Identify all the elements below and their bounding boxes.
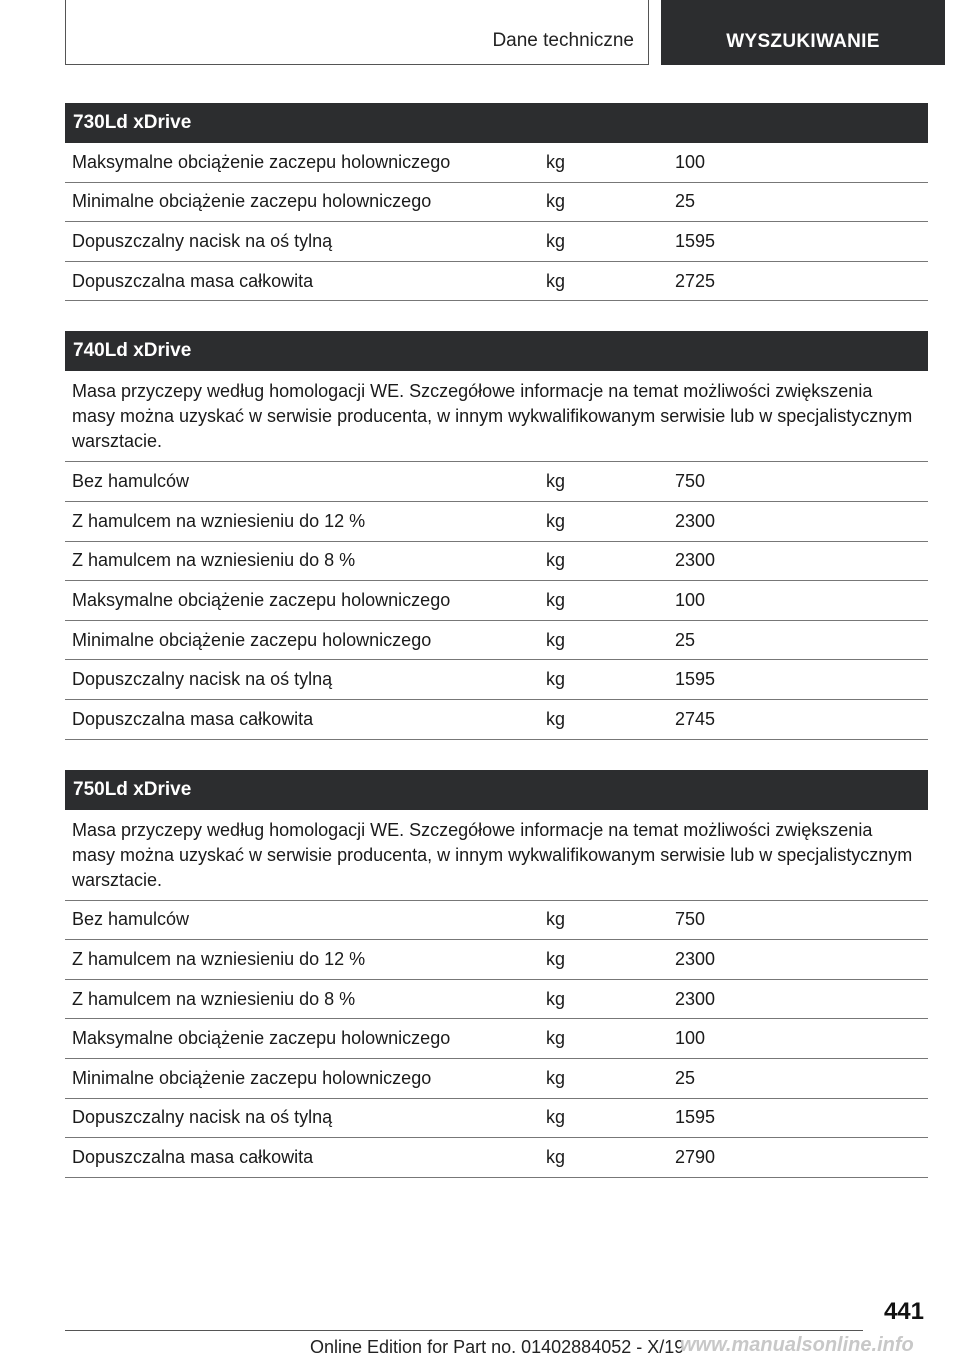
row-unit: kg: [546, 909, 566, 930]
block-title: 740Ld xDrive: [65, 331, 928, 371]
table-row: [65, 183, 928, 223]
row-value: 2300: [675, 948, 716, 969]
row-unit: kg: [546, 550, 566, 571]
row-unit: kg: [546, 471, 566, 492]
row-unit: kg: [546, 510, 566, 531]
table-row: [65, 1138, 928, 1178]
row-unit: kg: [546, 1107, 566, 1128]
row-label: Z hamulcem na wzniesieniu do 12 %: [72, 948, 366, 969]
row-unit: kg: [546, 1146, 566, 1167]
row-value: 2300: [675, 510, 716, 531]
table-row: [65, 980, 928, 1020]
spec-block-750ld: [65, 770, 928, 1178]
row-label: Bez hamulców: [72, 471, 190, 492]
row-value: 2300: [675, 550, 716, 571]
row-value: 25: [675, 629, 696, 650]
watermark: www.manualsonline.info: [680, 1334, 914, 1356]
table-row: [65, 542, 928, 582]
row-label: Maksymalne obciążenie zaczepu holowniczego: [72, 151, 451, 172]
row-label: Dopuszczalny nacisk na oś tylną: [72, 230, 333, 251]
row-value: 25: [675, 1067, 696, 1088]
row-label: Bez hamulców: [72, 909, 190, 930]
row-value: 2745: [675, 708, 716, 729]
row-value: 100: [675, 151, 706, 172]
row-value: 2790: [675, 1146, 716, 1167]
row-unit: kg: [546, 629, 566, 650]
row-unit: kg: [546, 230, 566, 251]
row-unit: kg: [546, 1028, 566, 1049]
row-label: Dopuszczalna masa całkowita: [72, 708, 314, 729]
header-frame: [65, 0, 649, 65]
table-row: [65, 700, 928, 740]
table-row: [65, 1059, 928, 1099]
row-label: Dopuszczalna masa całkowita: [72, 270, 314, 291]
row-value: 1595: [675, 230, 716, 251]
row-value: 25: [675, 191, 696, 212]
table-row: [65, 621, 928, 661]
row-unit: kg: [546, 270, 566, 291]
row-label: Dopuszczalna masa całkowita: [72, 1146, 314, 1167]
footer-divider: [65, 1330, 863, 1331]
row-unit: kg: [546, 1067, 566, 1088]
search-tab[interactable]: WYSZUKIWANIE: [661, 0, 945, 65]
row-value: 750: [675, 909, 706, 930]
table-row: [65, 660, 928, 700]
row-value: 100: [675, 589, 706, 610]
row-label: Maksymalne obciążenie zaczepu holowniczego: [72, 589, 451, 610]
row-label: Minimalne obciążenie zaczepu holowniczego: [72, 191, 432, 212]
spec-block-740ld: [65, 331, 928, 739]
row-value: 750: [675, 471, 706, 492]
spec-content: [65, 103, 928, 1208]
row-label: Dopuszczalny nacisk na oś tylną: [72, 669, 333, 690]
table-row: [65, 143, 928, 183]
row-label: Maksymalne obciążenie zaczepu holowniczego: [72, 1028, 451, 1049]
row-unit: kg: [546, 151, 566, 172]
row-label: Z hamulcem na wzniesieniu do 8 %: [72, 550, 356, 571]
row-unit: kg: [546, 191, 566, 212]
row-unit: kg: [546, 589, 566, 610]
row-label: Minimalne obciążenie zaczepu holowniczego: [72, 1067, 432, 1088]
page-number: 441: [883, 1298, 924, 1325]
block-title: 730Ld xDrive: [65, 103, 928, 143]
row-value: 100: [675, 1028, 706, 1049]
row-unit: kg: [546, 708, 566, 729]
table-row: [65, 901, 928, 941]
row-value: 1595: [675, 669, 716, 690]
table-row: [65, 462, 928, 502]
table-row: [65, 581, 928, 621]
row-label: Dopuszczalny nacisk na oś tylną: [72, 1107, 333, 1128]
row-unit: kg: [546, 669, 566, 690]
block-description: Masa przyczepy według homologacji WE. Szczegółowe informacje na temat możliwości zwiększenia masy można uzyskać w serwisie producenta, w innym wykwalifikowanym serwisie lub w specjalistycznym warsztacie.: [65, 810, 928, 901]
table-row: [65, 502, 928, 542]
footer-edition-text: Online Edition for Part no. 01402884052 - X/19: [310, 1337, 685, 1357]
row-unit: kg: [546, 988, 566, 1009]
table-row: [65, 940, 928, 980]
row-value: 2725: [675, 270, 716, 291]
row-label: Minimalne obciążenie zaczepu holowniczego: [72, 629, 432, 650]
section-title: Dane techniczne: [492, 30, 634, 51]
table-row: [65, 1019, 928, 1059]
block-description: Masa przyczepy według homologacji WE. Szczegółowe informacje na temat możliwości zwiększenia masy można uzyskać w serwisie producenta, w innym wykwalifikowanym serwisie lub w specjalistycznym warsztacie.: [65, 371, 928, 462]
block-title: 750Ld xDrive: [65, 770, 928, 810]
table-row: [65, 222, 928, 262]
table-row: [65, 262, 928, 302]
row-unit: kg: [546, 948, 566, 969]
table-row: [65, 1099, 928, 1139]
row-value: 1595: [675, 1107, 716, 1128]
spec-block-730ld: [65, 103, 928, 301]
row-label: Z hamulcem na wzniesieniu do 12 %: [72, 510, 366, 531]
row-label: Z hamulcem na wzniesieniu do 8 %: [72, 988, 356, 1009]
row-value: 2300: [675, 988, 716, 1009]
